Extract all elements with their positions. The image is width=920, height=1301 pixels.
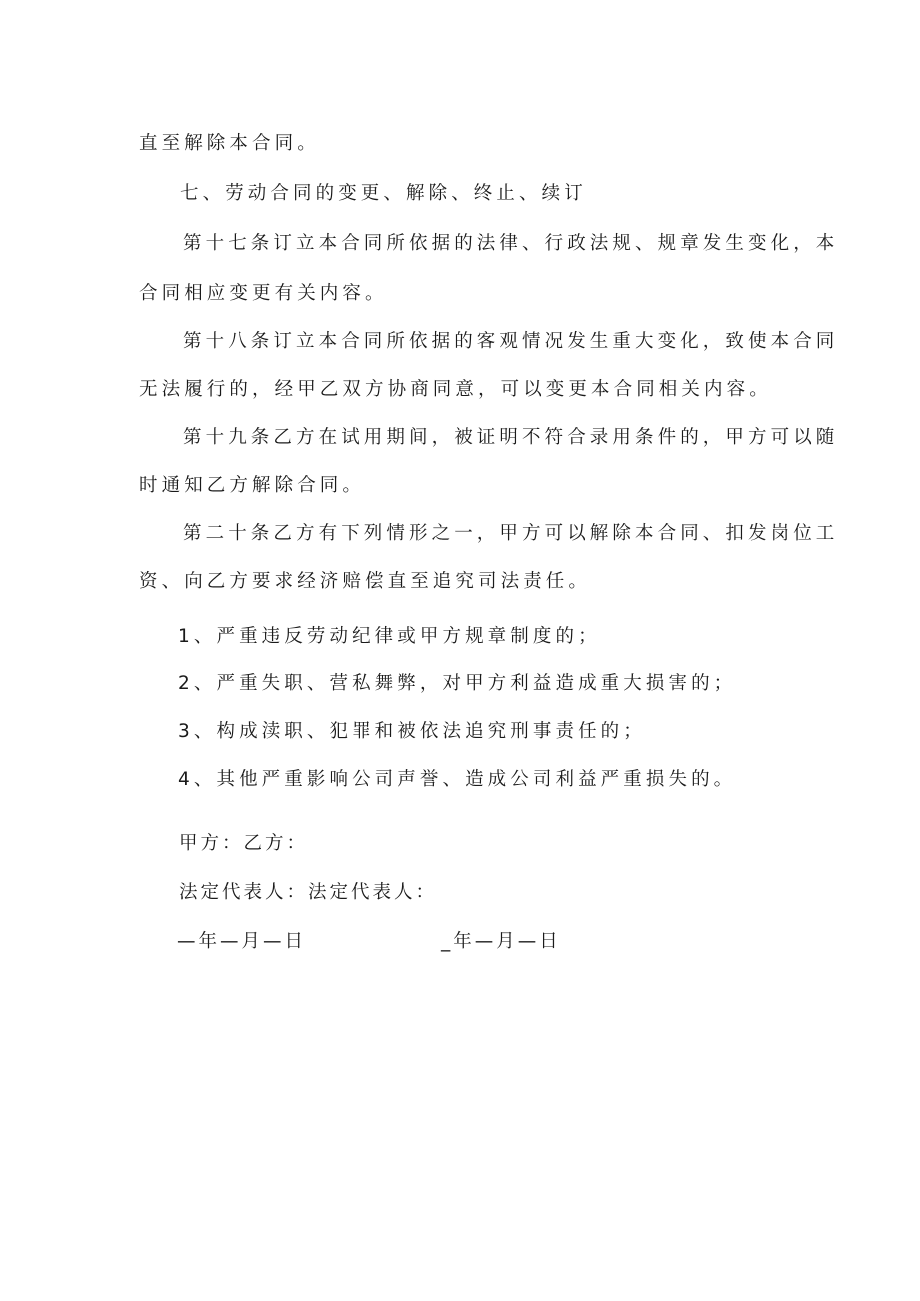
list-item-2: 2、严重失职、营私舞弊，对甲方利益造成重大损害的； [178,673,737,694]
list-item-1: 1、严重违反劳动纪律或甲方规章制度的； [178,626,601,647]
signature-date-left: —年—月—日 [177,931,307,952]
article-18-line-2: 无法履行的，经甲乙双方协商同意，可以变更本合同相关内容。 [139,379,772,400]
article-20-line-2: 资、向乙方要求经济赔偿直至追究司法责任。 [139,571,592,592]
list-item-4: 4、其他严重影响公司声誉、造成公司利益严重损失的。 [178,769,737,790]
article-18-line-1: 第十八条订立本合同所依据的客观情况发生重大变化，致使本合同 [183,331,839,352]
article-17-line-1: 第十七条订立本合同所依据的法律、行政法规、规章发生变化，本 [183,233,839,254]
list-item-3: 3、构成渎职、犯罪和被依法追究刑事责任的； [178,721,646,742]
section-heading: 七、劳动合同的变更、解除、终止、续订 [180,183,587,204]
signature-date-right: _年—月—日 [441,931,561,952]
signature-parties: 甲方：乙方： [179,833,309,854]
article-19-line-1: 第十九条乙方在试用期间，被证明不符合录用条件的，甲方可以随 [183,427,839,448]
article-20-line-1: 第二十条乙方有下列情形之一，甲方可以解除本合同、扣发岗位工 [183,523,839,544]
article-19-line-2: 时通知乙方解除合同。 [139,475,366,496]
article-17-line-2: 合同相应变更有关内容。 [139,283,388,304]
paragraph-continuation: 直至解除本合同。 [139,133,320,154]
signature-representatives: 法定代表人：法定代表人： [179,882,438,903]
